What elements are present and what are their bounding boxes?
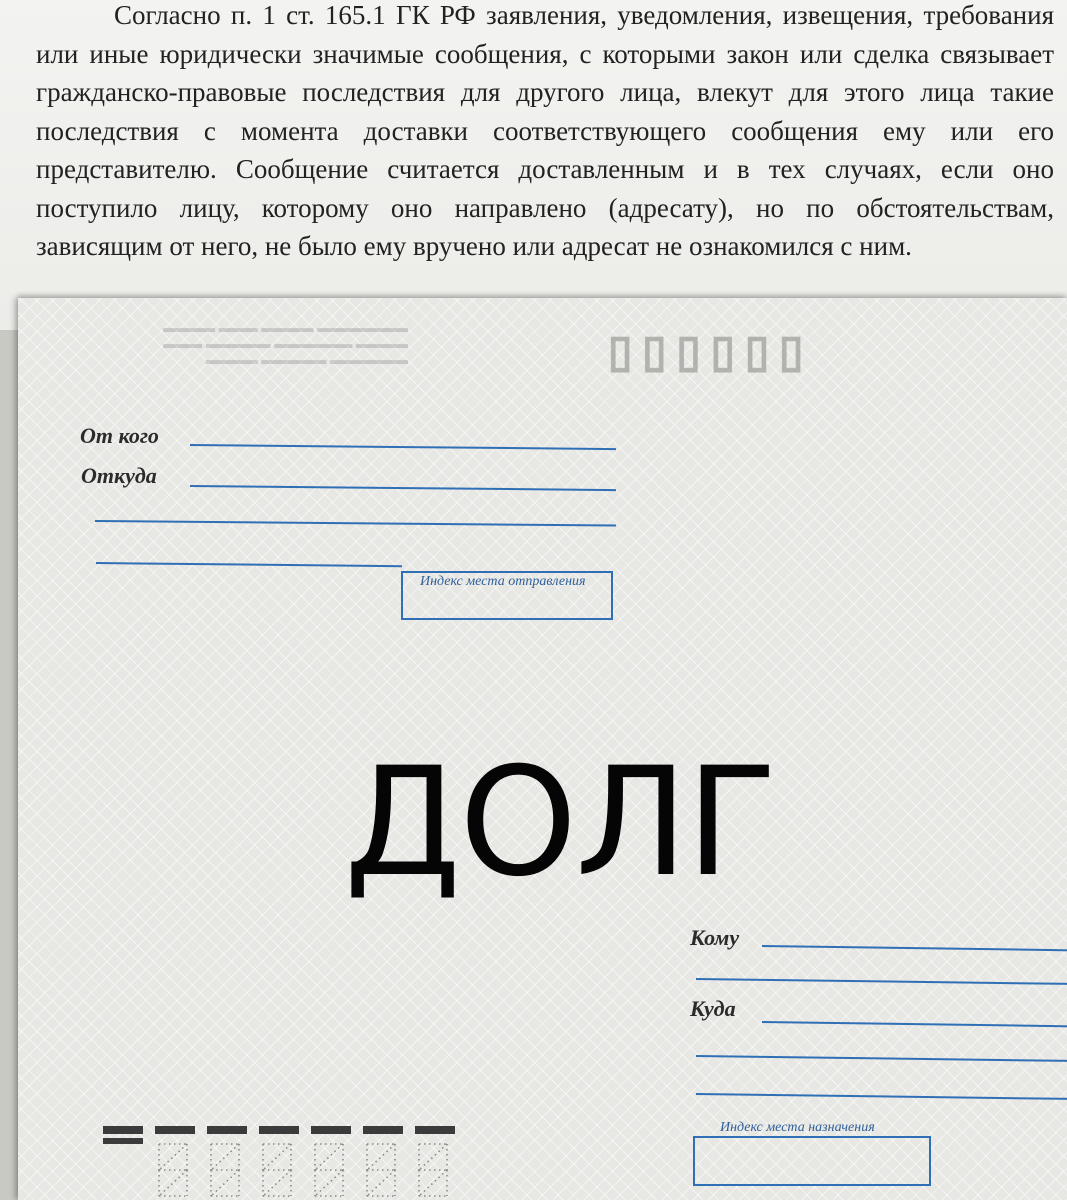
recipient-to-line xyxy=(762,945,1067,951)
recipient-index-label: Индекс места назначения xyxy=(720,1120,875,1135)
sender-where-line-3 xyxy=(96,562,402,567)
law-citation-paragraph: Согласно п. 1 ст. 165.1 ГК РФ заявления, уведомления, извещения, требования или иные юридически значимые сообщения, с которыми закон или сделка связывает гражданско-правовые последствия для другого лица, влекут для этого лица такие последствия с момента доставки соответствующего сообщения ему или его представителю. Сообщение считается доставленным и в тех случаях, если оно поступило лицу, которому оно направлено (адресату), но по обстоятельствам, зависящим от него, не было ему вручено или адресат не ознакомился с ним. xyxy=(36,0,1054,261)
sender-from-line xyxy=(190,444,616,450)
postcode-marker-bar-low xyxy=(103,1138,143,1144)
postcode-cell-bar xyxy=(311,1126,351,1134)
postcode-digit-cell xyxy=(415,1140,451,1200)
recipient-index-box xyxy=(693,1136,931,1186)
sender-where-line-2 xyxy=(95,520,616,527)
postcode-digit-cell xyxy=(311,1140,347,1200)
sender-from-label: От кого xyxy=(80,423,159,448)
printed-document-sheet xyxy=(0,0,1067,330)
postcode-digit-cell xyxy=(207,1140,243,1200)
postcode-digit-cell xyxy=(363,1140,399,1200)
postcode-grid xyxy=(103,1118,463,1200)
recipient-where-label: Куда xyxy=(690,996,736,1021)
postcode-cell-bar xyxy=(363,1126,403,1134)
postcode-cell-bar xyxy=(155,1126,195,1134)
debt-stamp-text: ДОЛГ xyxy=(344,736,776,910)
recipient-where-line-3 xyxy=(696,1093,1067,1100)
postcode-digit-cell xyxy=(155,1140,191,1200)
recipient-where-line-1 xyxy=(762,1021,1067,1027)
postcode-cell-bar xyxy=(259,1126,299,1134)
recipient-where-line-2 xyxy=(696,1055,1067,1062)
sender-where-label: Откуда xyxy=(81,463,157,488)
recipient-to-label: Кому xyxy=(690,925,740,950)
recipient-name-line xyxy=(696,978,1067,985)
postcode-cell-bar xyxy=(207,1126,247,1134)
postcode-marker-bar xyxy=(103,1126,143,1134)
sender-where-line-1 xyxy=(190,485,616,491)
postcode-digit-cell xyxy=(259,1140,295,1200)
postal-envelope xyxy=(18,298,1067,1200)
sender-index-label: Индекс места отправления xyxy=(420,574,586,589)
brand-watermark: ▯▯▯▯▯▯ xyxy=(598,327,804,376)
postcode-cell-bar xyxy=(415,1126,455,1134)
manufacturer-imprint: ▬▬▬▬▬▬▬ ▬▬▬▬ ▬▬▬ ▬▬▬▬ ▬▬▬▬ ▬▬▬▬▬▬ ▬▬▬▬▬ ▬▬▬ ▬▬▬▬▬▬ ▬▬▬▬▬ ▬▬▬▬ xyxy=(163,320,408,367)
